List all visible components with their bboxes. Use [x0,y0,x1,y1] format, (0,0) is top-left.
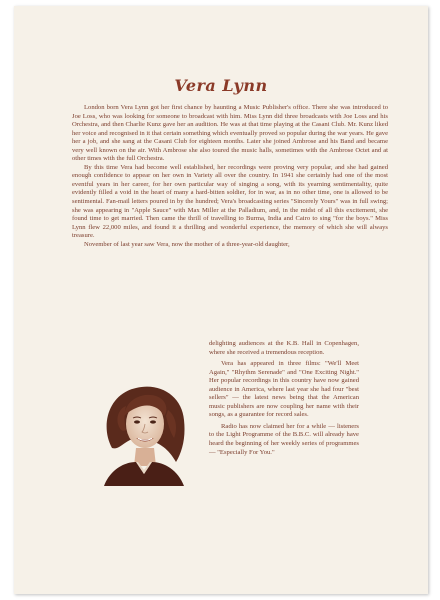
paragraph-november: November of last year saw Vera, now the mother of a three-year-old daughter, [84,240,290,248]
programme-page [14,6,428,594]
biography-text [72,104,388,249]
vera-lynn-portrait [90,378,198,486]
continuation-column [209,340,359,457]
paragraph-copenhagen: delighting audiences at the K.B. Hall in Copenhagen, where she received a tremendous reception. [209,340,359,356]
paragraph-radio: Radio has now claimed her for a while — listeners to the Light Programme of the B.B.C. will already have heard the beginning of her weekly series of programmes — "Especially For You." [209,422,359,456]
paragraph-films: Vera has appeared in three films: "We'll Meet Again," "Rhythm Serenade" and "One Exciting Night." Her popular recordings in this country have now gained audience in America, where last year she had four "best sellers" — the latest news being that the American music publishers are now coupling her name with their songs, as a guarantee for record sales. [209,360,359,419]
page-title: Vera Lynn [174,76,268,95]
paragraph-early-career: London born Vera Lynn got her first chance by haunting a Music Publisher's office. There she was introduced to Joe Loss, who was looking for someone to broadcast with him. Miss Lynn did three broadcasts with Joe Loss and his Orchestra, and then Charlie Kunz gave her an audition. He was at that time playing at the Casani Club. Mr. Kunz liked her voice and recognised in it that certain something which eventually proved so popular during the war years. He gave her a job, and she sang at the Casani Club for eighteen months. Later she joined Ambrose and his Band and became very well known on the air. With Ambrose she also toured the music halls, sometimes with the Ambrose Octet and at other times with the full Orchestra. [72,104,388,163]
paragraph-war-years: By this time Vera had become well established, her recordings were proving very popular, and she had gained enough confidence to appear on her own in Variety all over the country. In 1941 she certainly had one of the most eventful years in her career, for her own particular way of singing a song, with its yearning sentimentality, quite evidently filled a void in the heart of many a hard-bitten soldier, for in war, as in no other time, one is allowed to be sentimental. Fan-mail letters poured in by the hundred; Vera's broadcasting series "Sincerely Yours" was in full swing; she was appearing in "Apple Sauce" with Max Miller at the Palladium, and, in the midst of all this excitement, she found time to get married. Then came the thrill of travelling to Burma, India and Cairo to sing "for the boys." Miss Lynn flew 22,000 miles, and found it a thrilling and wonderful experience, the memory of which she will always treasure. [72,163,388,240]
